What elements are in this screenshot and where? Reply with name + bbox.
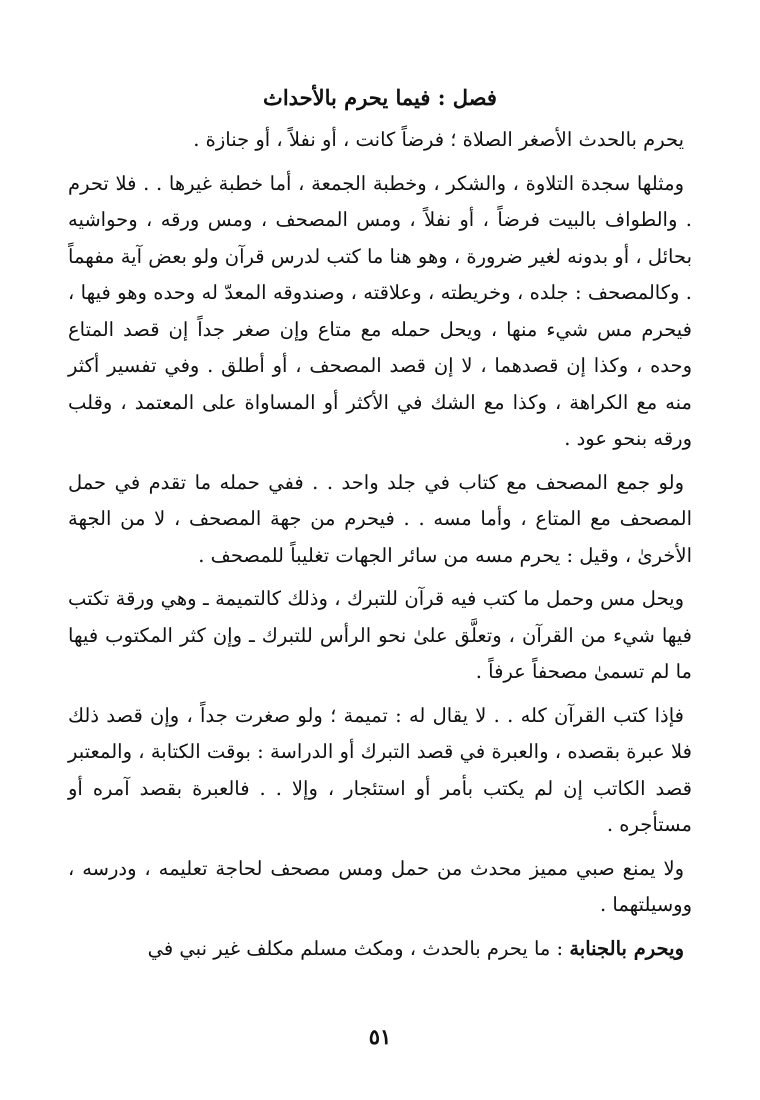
paragraph-7: [68, 931, 692, 968]
paragraph-2: [68, 166, 692, 458]
paragraph-text: ولو جمع المصحف مع كتاب في جلد واحد . . ففي حمله ما تقدم في حمل المصحف مع المتاع ، وأما مسه . . فيحرم من جهة المصحف ، لا من الجهة الأخرىٰ ، وقيل : يحرم مسه من سائر الجهات تغليباً للمصحف .: [68, 470, 692, 567]
paragraph-text: : ما يحرم بالحدث ، ومكث مسلم مكلف غير نبي في: [147, 936, 570, 960]
paragraph-3: [68, 465, 692, 575]
paragraph-1: [68, 122, 692, 159]
section-title: فصل : فيما يحرم بالأحداث: [263, 85, 497, 110]
page-body: [68, 78, 692, 974]
paragraph-text: ويحل مس وحمل ما كتب فيه قرآن للتبرك ، وذلك كالتميمة ـ وهي ورقة تكتب فيها شيء من القرآن ، وتعلَّق علىٰ نحو الرأس للتبرك ـ وإن كثر المكتوب فيها ما لم تسمىٰ مصحفاً عرفاً .: [68, 587, 692, 683]
paragraph-text: يحرم بالحدث الأصغر الصلاة ؛ فرضاً كانت ، أو نفلاً ، أو جنازة .: [193, 128, 684, 151]
paragraph-5: [68, 698, 692, 844]
paragraph-text: ولا يمنع صبي مميز محدث من حمل ومس مصحف لحاجة تعليمه ، ودرسه ، ووسيلتهما .: [68, 856, 692, 916]
paragraph-text: ومثلها سجدة التلاوة ، والشكر ، وخطبة الجمعة ، أما خطبة غيرها . . فلا تحرم . والطواف بالبيت فرضاً ، أو نفلاً ، ومس المصحف ، ومس ورقه ، وحواشيه بحائل ، أو بدونه لغير ضرورة ، وهو هنا ما كتب لدرس قرآن ولو بعض آية مفهماً . وكالمصحف : جلده ، وخريطته ، وعلاقته ، وصندوقه المعدّ له وحده وهو فيها ، فيحرم مس شيء منها ، ويحل حمله مع متاع وإن صغر جداً إن قصد المتاع وحده ، وكذا إن قصدهما ، لا إن قصد المصحف ، أو أطلق . وفي تفسير أكثر منه مع الكراهة ، وكذا مع الشك في الأكثر أو المساواة على المعتمد ، وقلب ورقه بنحو عود .: [68, 171, 692, 450]
paragraph-6: [68, 851, 692, 924]
page-number: ٥١: [368, 1024, 392, 1049]
paragraph-lead: ويحرم بالجنابة: [569, 936, 684, 960]
paragraph-text: فإذا كتب القرآن كله . . لا يقال له : تميمة ؛ ولو صغرت جداً ، وإن قصد ذلك فلا عبرة بقصده ، والعبرة في قصد التبرك أو الدراسة : بوقت الكتابة ، والمعتبر قصد الكاتب إن لم يكتب بأمر أو استئجار ، وإلا . . فالعبرة بقصد آمره أو مستأجره .: [68, 703, 692, 836]
paragraph-4: [68, 581, 692, 691]
